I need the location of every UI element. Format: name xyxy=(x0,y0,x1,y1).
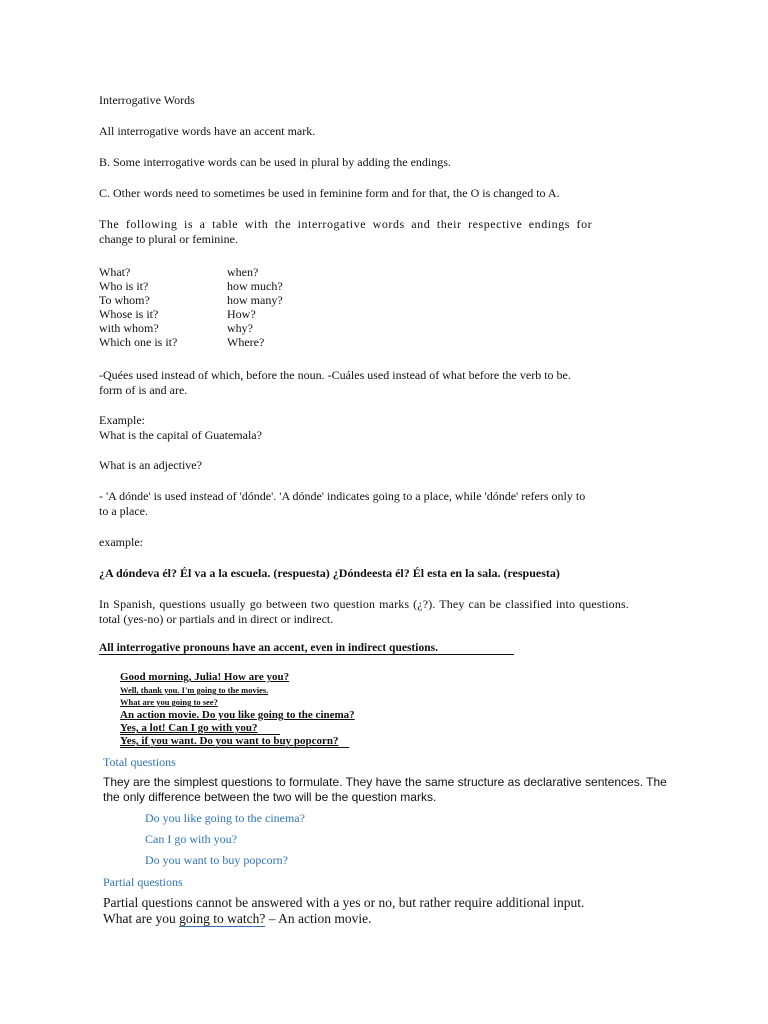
table-cell: Who is it? xyxy=(99,279,149,293)
document-title: Interrogative Words xyxy=(99,93,195,107)
partial-example-question-start: What are you xyxy=(103,911,180,926)
paragraph-que-cuales-line2: form of is and are. xyxy=(99,383,188,397)
partial-example-link: going to watch? xyxy=(179,911,266,926)
partial-questions-example xyxy=(103,911,371,927)
paragraph-feminine: C. Other words need to sometimes be used in feminine form and for that, the O is changed to A. xyxy=(99,186,560,200)
accent-rule-underline xyxy=(99,654,514,655)
paragraph-question-marks-line1: In Spanish, questions usually go between two question marks (¿?). They can be classified into questions. xyxy=(99,597,629,611)
interrogative-table-left-column xyxy=(99,265,177,349)
total-example-popcorn: Do you want to buy popcorn? xyxy=(145,853,288,867)
table-cell: when? xyxy=(227,265,259,279)
table-cell: why? xyxy=(227,321,253,335)
paragraph-a-donde-line2: to a place. xyxy=(99,504,148,518)
table-cell: with whom? xyxy=(99,321,159,335)
total-example-go-with-you: Can I go with you? xyxy=(145,832,237,846)
paragraph-que-cuales-line1: -Quées used instead of which, before the noun. -Cuáles used instead of what before the verb to be. xyxy=(99,368,571,382)
paragraph-accent-mark: All interrogative words have an accent mark. xyxy=(99,124,316,138)
table-cell: How? xyxy=(227,307,256,321)
table-cell: Whose is it? xyxy=(99,307,159,321)
dialogue-line: Well, thank you. I'm going to the movies. xyxy=(120,685,269,695)
example-label: Example: xyxy=(99,413,145,427)
bold-example-sentence: ¿A dóndeva él? Él va a la escuela. (respuesta) ¿Dóndeesta él? Él esta en la sala. (respuesta) xyxy=(99,566,560,580)
example-question-adjective: What is an adjective? xyxy=(99,458,202,472)
paragraph-plural: B. Some interrogative words can be used in plural by adding the endings. xyxy=(99,155,451,169)
dialogue-line: Yes, if you want. Do you want to buy popcorn? xyxy=(120,735,339,747)
total-questions-line1: They are the simplest questions to formulate. They have the same structure as declarative sentences. The xyxy=(103,775,667,789)
section-heading-partial-questions: Partial questions xyxy=(103,875,183,889)
partial-questions-definition: Partial questions cannot be answered with a yes or no, but rather require additional input. xyxy=(103,895,585,910)
dialogue-line: Yes, a lot! Can I go with you? xyxy=(120,722,258,734)
interrogative-table-right-column xyxy=(227,265,283,349)
table-cell: Where? xyxy=(227,335,265,349)
table-cell: Which one is it? xyxy=(99,335,178,349)
table-cell: What? xyxy=(99,265,131,279)
section-heading-total-questions: Total questions xyxy=(103,755,176,769)
paragraph-question-marks-line2: total (yes-no) or partials and in direct or indirect. xyxy=(99,612,334,626)
dialogue-line: Good morning, Julia! How are you? xyxy=(120,671,290,683)
example-question-capital: What is the capital of Guatemala? xyxy=(99,428,262,442)
table-cell: how many? xyxy=(227,293,283,307)
table-cell: To whom? xyxy=(99,293,150,307)
partial-example-answer: – An action movie. xyxy=(265,911,372,926)
accent-rule: All interrogative pronouns have an accent, even in indirect questions. xyxy=(99,642,438,654)
example-label-lowercase: example: xyxy=(99,535,143,549)
paragraph-table-intro-line1: The following is a table with the interrogative words and their respective endings for xyxy=(99,217,593,231)
dialogue-underline xyxy=(120,747,349,748)
dialogue-line: What are you going to see? xyxy=(120,697,218,707)
total-example-cinema: Do you like going to the cinema? xyxy=(145,811,305,825)
dialogue-line: An action movie. Do you like going to the cinema? xyxy=(120,709,355,721)
table-cell: how much? xyxy=(227,279,283,293)
paragraph-a-donde-line1: - 'A dónde' is used instead of 'dónde'. 'A dónde' indicates going to a place, while 'dónde' refers only to xyxy=(99,489,586,503)
total-questions-line2: the only difference between the two will be the question marks. xyxy=(103,790,437,804)
paragraph-table-intro-line2: change to plural or feminine. xyxy=(99,232,238,246)
